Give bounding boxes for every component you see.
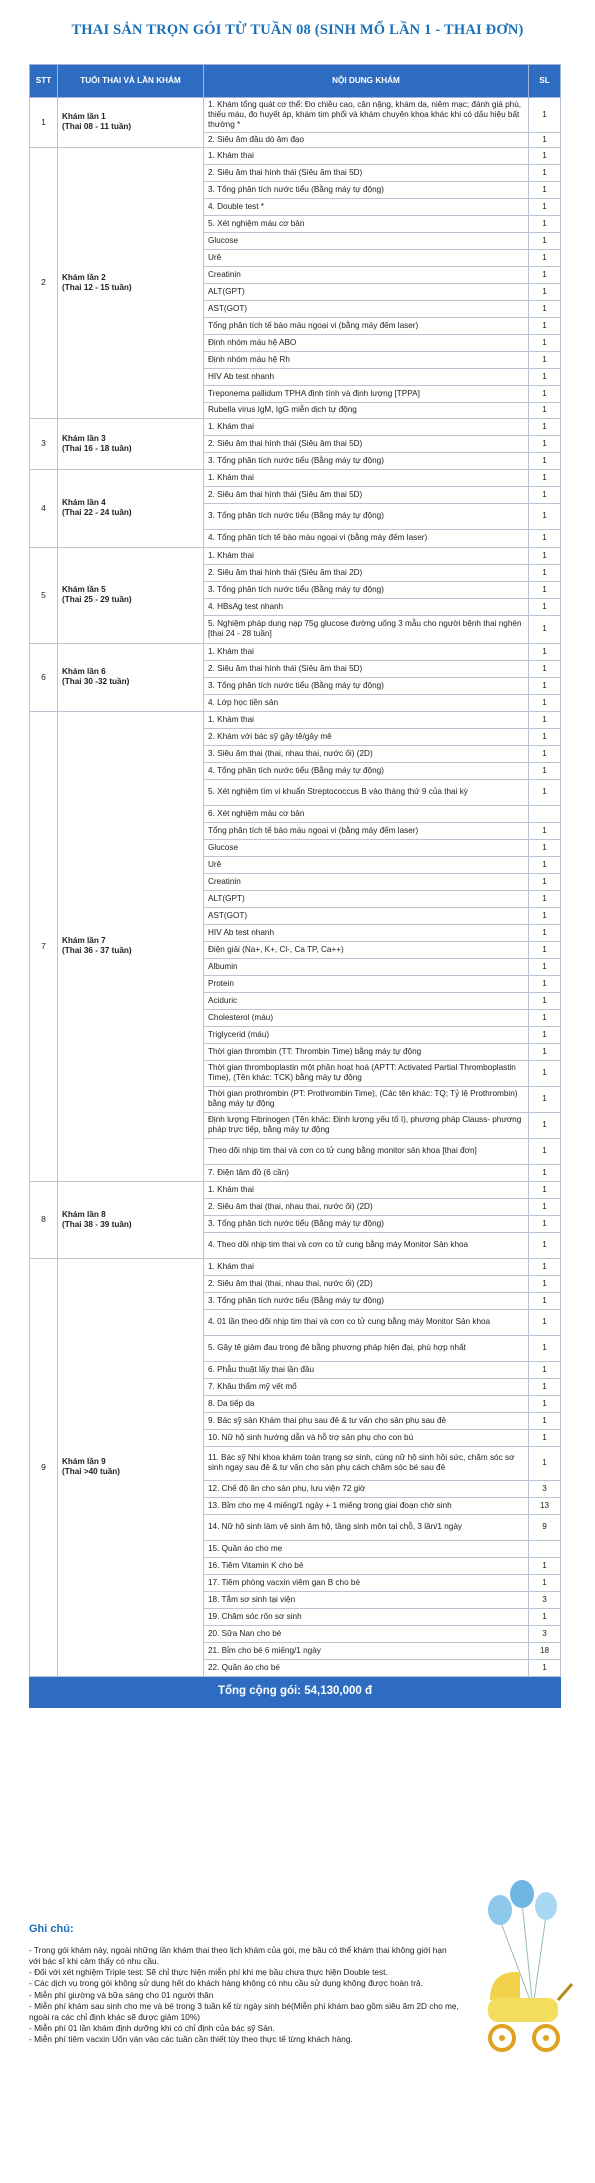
quantity-cell: 1: [529, 1009, 561, 1026]
quantity-cell: 1: [529, 232, 561, 249]
quantity-cell: 1: [529, 958, 561, 975]
header-content: NỘI DUNG KHÁM: [204, 65, 529, 98]
quantity-cell: 1: [529, 1395, 561, 1412]
content-cell: 2. Siêu âm thai hình thái (Siêu âm thai 5D): [204, 486, 529, 503]
quantity-cell: 1: [529, 822, 561, 839]
notes-title: Ghi chú:: [29, 1923, 74, 1935]
content-cell: 3. Tổng phân tích nước tiểu (Bằng máy tự động): [204, 677, 529, 694]
content-cell: Aciduric: [204, 992, 529, 1009]
content-cell: Albumin: [204, 958, 529, 975]
stt-cell: 9: [30, 1258, 58, 1676]
visit-cell: [58, 643, 204, 711]
content-cell: Cholesterol (máu): [204, 1009, 529, 1026]
quantity-cell: 1: [529, 924, 561, 941]
quantity-cell: 1: [529, 975, 561, 992]
content-cell: 4. 01 lần theo dõi nhịp tim thai và cơn co tử cung bằng máy Monitor Sản khoa: [204, 1309, 529, 1335]
quantity-cell: 1: [529, 1412, 561, 1429]
content-cell: HIV Ab test nhanh: [204, 368, 529, 385]
quantity-cell: 13: [529, 1497, 561, 1514]
content-cell: 1. Khám thai: [204, 147, 529, 164]
quantity-cell: 1: [529, 469, 561, 486]
quantity-cell: 1: [529, 660, 561, 677]
content-cell: 7. Điện tâm đồ (6 cần): [204, 1164, 529, 1181]
page-title: THAI SẢN TRỌN GÓI TỪ TUẦN 08 (SINH MỔ LẦN 1 - THAI ĐƠN): [71, 22, 524, 38]
quantity-cell: 1: [529, 181, 561, 198]
table-row: [30, 1181, 561, 1198]
content-cell: 2. Khám với bác sỹ gây tê/gây mê: [204, 728, 529, 745]
visit-label: Khám lần 1: [62, 112, 106, 122]
quantity-cell: 1: [529, 385, 561, 402]
note-line: - Các dịch vụ trong gói không sử dụng hết do khách hàng không có nhu cầu sử dụng không được hoàn trả.: [29, 1978, 423, 1989]
table-row: [30, 547, 561, 564]
content-cell: 6. Phẫu thuật lấy thai lần đầu: [204, 1361, 529, 1378]
content-cell: 1. Khám thai: [204, 547, 529, 564]
quantity-cell: 1: [529, 745, 561, 762]
content-cell: HIV Ab test nhanh: [204, 924, 529, 941]
content-cell: 2. Siêu âm thai hình thái (Siêu âm thai 5D): [204, 164, 529, 181]
total-amount: Tổng cộng gói: 54,130,000 đ: [30, 1676, 561, 1707]
visit-label: Khám lần 7: [62, 936, 106, 946]
quantity-cell: 1: [529, 890, 561, 907]
quantity-cell: 1: [529, 486, 561, 503]
content-cell: 3. Siêu âm thai (thai, nhau thai, nước ối) (2D): [204, 745, 529, 762]
visit-weeks: (Thai >40 tuần): [62, 1467, 121, 1477]
visit-label: Khám lần 5: [62, 585, 106, 595]
content-cell: 2. Siêu âm thai hình thái (Siêu âm thai 5D): [204, 435, 529, 452]
content-cell: 20. Sữa Nan cho bé: [204, 1625, 529, 1642]
content-cell: 1. Khám thai: [204, 1258, 529, 1275]
quantity-cell: 1: [529, 677, 561, 694]
content-cell: Urê: [204, 856, 529, 873]
content-cell: 8. Da tiếp da: [204, 1395, 529, 1412]
table-row: [30, 469, 561, 486]
quantity-cell: 1: [529, 873, 561, 890]
content-cell: Định nhóm máu hệ ABO: [204, 334, 529, 351]
baby-stroller-balloons-icon: [460, 1880, 580, 2070]
quantity-cell: 1: [529, 643, 561, 660]
content-cell: Triglycerid (máu): [204, 1026, 529, 1043]
note-line: - Miễn phí 01 lần khám định dưỡng khi có chỉ định của bác sỹ Sản.: [29, 2023, 275, 2034]
content-cell: Điện giải (Na+, K+, Cl-, Ca TP, Ca++): [204, 941, 529, 958]
content-cell: Rubella virus IgM, IgG miễn dịch tự động: [204, 402, 529, 418]
quantity-cell: 1: [529, 856, 561, 873]
table-row: [30, 418, 561, 435]
content-cell: 3. Tổng phân tích nước tiểu (Bằng máy tự động): [204, 503, 529, 529]
header-stt: STT: [30, 65, 58, 98]
visit-label: Khám lần 2: [62, 272, 106, 282]
quantity-cell: 1: [529, 351, 561, 368]
quantity-cell: 1: [529, 1164, 561, 1181]
quantity-cell: 1: [529, 1608, 561, 1625]
quantity-cell: 1: [529, 1335, 561, 1361]
content-cell: 16. Tiêm Vitamin K cho bé: [204, 1557, 529, 1574]
table-body: [30, 98, 561, 1708]
content-cell: 3. Tổng phân tích nước tiểu (Bằng máy tự động): [204, 1215, 529, 1232]
content-cell: Treponema pallidum TPHA định tính và định lượng [TPPA]: [204, 385, 529, 402]
content-cell: 10. Nữ hộ sinh hướng dẫn và hỗ trợ sản phụ cho con bú: [204, 1429, 529, 1446]
content-cell: 3. Tổng phân tích nước tiểu (Bằng máy tự động): [204, 452, 529, 469]
content-cell: 3. Tổng phân tích nước tiểu (Bằng máy tự động): [204, 581, 529, 598]
visit-cell: [58, 98, 204, 148]
quantity-cell: 1: [529, 694, 561, 711]
content-cell: Thời gian thrombin (TT: Thrombin Time) bằng máy tự động: [204, 1043, 529, 1060]
quantity-cell: 1: [529, 147, 561, 164]
quantity-cell: 1: [529, 1275, 561, 1292]
quantity-cell: 1: [529, 249, 561, 266]
quantity-cell: 1: [529, 164, 561, 181]
quantity-cell: 1: [529, 317, 561, 334]
stt-cell: 7: [30, 711, 58, 1181]
content-cell: 4. Lớp học tiền sản: [204, 694, 529, 711]
content-cell: ALT(GPT): [204, 890, 529, 907]
quantity-cell: 1: [529, 132, 561, 147]
quantity-cell: 1: [529, 839, 561, 856]
content-cell: 4. Tổng phân tích tế bào máu ngoại vi (bằng máy đếm laser): [204, 529, 529, 547]
content-cell: 2. Siêu âm thai (thai, nhau thai, nước ối) (2D): [204, 1198, 529, 1215]
content-cell: AST(GOT): [204, 300, 529, 317]
quantity-cell: 1: [529, 1659, 561, 1676]
quantity-cell: 1: [529, 1060, 561, 1086]
content-cell: Theo dõi nhịp tim thai và cơn co tử cung bằng monitor sản khoa [thai đơn]: [204, 1138, 529, 1164]
content-cell: 1. Khám thai: [204, 643, 529, 660]
visit-cell: [58, 418, 204, 469]
quantity-cell: 1: [529, 564, 561, 581]
visit-weeks: (Thai 30 -32 tuần): [62, 677, 130, 687]
quantity-cell: 1: [529, 1215, 561, 1232]
quantity-cell: 1: [529, 1043, 561, 1060]
content-cell: 5. Gây tê giảm đau trong đẻ bằng phương pháp hiện đại, phù hợp nhất: [204, 1335, 529, 1361]
quantity-cell: 1: [529, 1446, 561, 1480]
table-row: [30, 98, 561, 133]
content-cell: 12. Chế độ ăn cho sản phụ, lưu viện 72 giờ: [204, 1480, 529, 1497]
visit-weeks: (Thai 25 - 29 tuần): [62, 595, 132, 605]
content-cell: 7. Khâu thẩm mỹ vết mổ: [204, 1378, 529, 1395]
quantity-cell: 1: [529, 334, 561, 351]
content-cell: 1. Khám thai: [204, 1181, 529, 1198]
visit-weeks: (Thai 22 - 24 tuần): [62, 508, 132, 518]
content-cell: Tổng phân tích tế bào máu ngoại vi (bằng máy đếm laser): [204, 822, 529, 839]
content-cell: Glucose: [204, 232, 529, 249]
note-line: - Miễn phí giường và bữa sáng cho 01 người thân: [29, 1989, 214, 2000]
content-cell: 9. Bác sỹ sản Khám thai phụ sau đẻ & tư vấn cho sản phụ sau đẻ: [204, 1412, 529, 1429]
content-cell: AST(GOT): [204, 907, 529, 924]
quantity-cell: 1: [529, 1086, 561, 1112]
quantity-cell: 1: [529, 1232, 561, 1258]
content-cell: 22. Quần áo cho bé: [204, 1659, 529, 1676]
visit-label: Khám lần 9: [62, 1457, 106, 1467]
content-cell: 6. Xét nghiệm máu cơ bản: [204, 805, 529, 822]
content-cell: 2. Siêu âm thai (thai, nhau thai, nước ối) (2D): [204, 1275, 529, 1292]
table-row: [30, 147, 561, 164]
quantity-cell: 1: [529, 598, 561, 615]
quantity-cell: 1: [529, 198, 561, 215]
stt-cell: 1: [30, 98, 58, 148]
quantity-cell: 1: [529, 1026, 561, 1043]
table-row: [30, 643, 561, 660]
content-cell: Creatinin: [204, 266, 529, 283]
quantity-cell: [529, 805, 561, 822]
content-cell: 18. Tắm sơ sinh tại viện: [204, 1591, 529, 1608]
visit-weeks: (Thai 16 - 18 tuần): [62, 443, 132, 453]
quantity-cell: 1: [529, 402, 561, 418]
visit-cell: [58, 1258, 204, 1676]
content-cell: 4. HBsAg test nhanh: [204, 598, 529, 615]
quantity-cell: 1: [529, 435, 561, 452]
quantity-cell: 1: [529, 1429, 561, 1446]
notes-section: [29, 1922, 459, 2046]
content-cell: 14. Nữ hộ sinh làm vệ sinh âm hộ, tầng sinh môn tại chỗ, 3 lần/1 ngày: [204, 1514, 529, 1540]
quantity-cell: 1: [529, 779, 561, 805]
content-cell: Glucose: [204, 839, 529, 856]
quantity-cell: 1: [529, 1574, 561, 1591]
quantity-cell: 1: [529, 300, 561, 317]
stt-cell: 6: [30, 643, 58, 711]
header-visit: TUỔI THAI VÀ LẦN KHÁM: [58, 65, 204, 98]
content-cell: 2. Siêu âm thai hình thái (Siêu âm thai 2D): [204, 564, 529, 581]
content-cell: 11. Bác sỹ Nhi khoa khám toàn trạng sơ sinh, cùng nữ hộ sinh hồi sức, chăm sóc sơ sinh ngay sau đẻ & tư vấn cho sản phụ cách chăm sóc bé sau đẻ: [204, 1446, 529, 1480]
content-cell: 5. Nghiệm pháp dung nạp 75g glucose đường uống 3 mẫu cho người bệnh thai nghén [thai 24 - 28 tuần]: [204, 615, 529, 643]
quantity-cell: 1: [529, 941, 561, 958]
header-sl: SL: [529, 65, 561, 98]
content-cell: 2. Siêu âm đầu dò âm đạo: [204, 132, 529, 147]
content-cell: Protein: [204, 975, 529, 992]
notes-lines: [29, 1945, 459, 2046]
visit-cell: [58, 1181, 204, 1258]
table-header-row: [30, 65, 561, 98]
content-cell: 4. Tổng phân tích nước tiểu (Bằng máy tự động): [204, 762, 529, 779]
quantity-cell: 1: [529, 581, 561, 598]
note-line: - Miễn phí tiêm vacxin Uốn ván vào các tuần cần thiết tùy theo thực tế từng khách hàng.: [29, 2034, 353, 2045]
content-cell: 15. Quần áo cho mẹ: [204, 1540, 529, 1557]
visit-label: Khám lần 6: [62, 667, 106, 677]
content-cell: Creatinin: [204, 873, 529, 890]
content-cell: 1. Khám tổng quát cơ thể: Đo chiều cao, cân nặng, khám da, niêm mạc; đánh giá phù, thiếu máu, đo huyết áp, khám tim phổi và khám chuyên khoa khác khi có dấu hiệu bất thường *: [204, 98, 529, 133]
package-table: [29, 64, 561, 1708]
quantity-cell: 3: [529, 1591, 561, 1608]
visit-cell: [58, 469, 204, 547]
quantity-cell: 1: [529, 215, 561, 232]
quantity-cell: 1: [529, 98, 561, 133]
table-row: [30, 1258, 561, 1275]
quantity-cell: 9: [529, 1514, 561, 1540]
quantity-cell: 1: [529, 1378, 561, 1395]
visit-cell: [58, 711, 204, 1181]
content-cell: 5. Xét nghiệm máu cơ bản: [204, 215, 529, 232]
note-line: - Đối với xét nghiệm Triple test: Sẽ chỉ thực hiện miễn phí khi mẹ bầu chưa thực hiện Double test.: [29, 1967, 388, 1978]
note-line: - Miễn phí khám sau sinh cho mẹ và bé trong 3 tuần kể từ ngày sinh bé(Miễn phí khám bao gồm siêu âm 2D cho mẹ, ngoài ra các chỉ định khác sẽ được giảm 10%): [29, 2000, 459, 2022]
stt-cell: 5: [30, 547, 58, 643]
quantity-cell: 18: [529, 1642, 561, 1659]
quantity-cell: 1: [529, 711, 561, 728]
quantity-cell: 1: [529, 1198, 561, 1215]
content-cell: 2. Siêu âm thai hình thái (Siêu âm thai 5D): [204, 660, 529, 677]
content-cell: Định nhóm máu hệ Rh: [204, 351, 529, 368]
quantity-cell: 1: [529, 1258, 561, 1275]
visit-cell: [58, 547, 204, 643]
content-cell: 4. Theo dõi nhịp tim thai và cơn co tử cung bằng máy Monitor Sản khoa: [204, 1232, 529, 1258]
content-cell: Tổng phân tích tế bào máu ngoại vi (bằng máy đếm laser): [204, 317, 529, 334]
visit-weeks: (Thai 36 - 37 tuần): [62, 946, 132, 956]
visit-label: Khám lần 8: [62, 1209, 106, 1219]
visit-label: Khám lần 4: [62, 498, 106, 508]
quantity-cell: 1: [529, 1557, 561, 1574]
content-cell: 13. Bỉm cho mẹ 4 miếng/1 ngày + 1 miếng trong giai đoạn chờ sinh: [204, 1497, 529, 1514]
visit-weeks: (Thai 08 - 11 tuần): [62, 122, 132, 132]
visit-label: Khám lần 3: [62, 433, 106, 443]
quantity-cell: 1: [529, 728, 561, 745]
quantity-cell: [529, 1540, 561, 1557]
quantity-cell: 1: [529, 266, 561, 283]
table-row: [30, 711, 561, 728]
quantity-cell: 1: [529, 452, 561, 469]
quantity-cell: 1: [529, 283, 561, 300]
quantity-cell: 1: [529, 368, 561, 385]
content-cell: 3. Tổng phân tích nước tiểu (Bằng máy tự động): [204, 1292, 529, 1309]
quantity-cell: 1: [529, 503, 561, 529]
quantity-cell: 1: [529, 907, 561, 924]
content-cell: ALT(GPT): [204, 283, 529, 300]
content-cell: Thời gian prothrombin (PT: Prothrombin Time), (Các tên khác: TQ; Tỷ lệ Prothrombin) bằng máy tự động: [204, 1086, 529, 1112]
stt-cell: 2: [30, 147, 58, 418]
quantity-cell: 1: [529, 762, 561, 779]
content-cell: 3. Tổng phân tích nước tiểu (Bằng máy tự động): [204, 181, 529, 198]
quantity-cell: 1: [529, 547, 561, 564]
quantity-cell: 1: [529, 1138, 561, 1164]
stt-cell: 8: [30, 1181, 58, 1258]
content-cell: 19. Chăm sóc rốn sơ sinh: [204, 1608, 529, 1625]
quantity-cell: 1: [529, 992, 561, 1009]
quantity-cell: 1: [529, 1112, 561, 1138]
visit-weeks: (Thai 38 - 39 tuần): [62, 1219, 132, 1229]
quantity-cell: 3: [529, 1625, 561, 1642]
content-cell: Thời gian thromboplastin một phần hoạt hoá (APTT: Activated Partial Thromboplastin Time), (Tên khác: TCK) bằng máy tự động: [204, 1060, 529, 1086]
content-cell: 1. Khám thai: [204, 418, 529, 435]
content-cell: 1. Khám thai: [204, 711, 529, 728]
stt-cell: 4: [30, 469, 58, 547]
total-row: [30, 1676, 561, 1707]
content-cell: 5. Xét nghiệm tìm vi khuẩn Streptococcus B vào tháng thứ 9 của thai kỳ: [204, 779, 529, 805]
quantity-cell: 1: [529, 615, 561, 643]
quantity-cell: 1: [529, 529, 561, 547]
quantity-cell: 1: [529, 1292, 561, 1309]
content-cell: Urê: [204, 249, 529, 266]
content-cell: 21. Bỉm cho bé 6 miếng/1 ngày: [204, 1642, 529, 1659]
quantity-cell: 1: [529, 418, 561, 435]
visit-weeks: (Thai 12 - 15 tuần): [62, 282, 132, 292]
visit-cell: [58, 147, 204, 418]
quantity-cell: 1: [529, 1309, 561, 1335]
quantity-cell: 3: [529, 1480, 561, 1497]
content-cell: 17. Tiêm phòng vacxin viêm gan B cho bé: [204, 1574, 529, 1591]
note-line: - Trong gói khám này, ngoài những lần khám thai theo lịch khám của gói, mẹ bầu có thể khám thai không giới hạn với bác sĩ khi cảm thấy có nhu cầu.: [29, 1944, 447, 1967]
content-cell: 1. Khám thai: [204, 469, 529, 486]
quantity-cell: 1: [529, 1361, 561, 1378]
content-cell: Định lượng Fibrinogen (Tên khác: Định lượng yếu tố I), phương pháp Clauss- phương pháp trực tiếp, bằng máy tự động: [204, 1112, 529, 1138]
quantity-cell: 1: [529, 1181, 561, 1198]
content-cell: 4. Double test *: [204, 198, 529, 215]
stt-cell: 3: [30, 418, 58, 469]
